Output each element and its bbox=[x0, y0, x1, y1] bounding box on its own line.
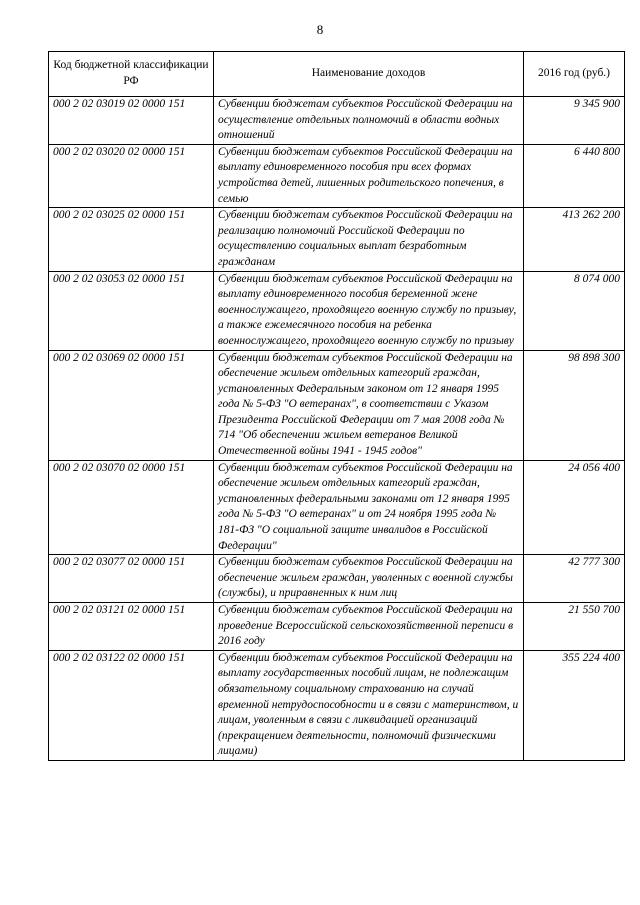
table-row bbox=[49, 650, 625, 760]
revenue-name: Субвенции бюджетам субъектов Российской Федерации на осуществление отдельных полномочий в области водных отношений bbox=[214, 97, 524, 145]
table-row bbox=[49, 555, 625, 603]
revenue-name: Субвенции бюджетам субъектов Российской Федерации на обеспечение жильем отдельных категорий граждан, установленных Федеральным законом от 12 января 1995 года № 5-ФЗ "О ветеранах", в соответствии с Указом Президента Российской Федерации от 7 мая 2008 года № 714 "Об обеспечении жильем ветеранов Великой Отечественной войны 1941 - 1945 годов" bbox=[214, 350, 524, 460]
amount: 355 224 400 bbox=[524, 650, 625, 760]
revenue-name: Субвенции бюджетам субъектов Российской Федерации на реализацию полномочий Российской Федерации по осуществлению социальных выплат безработным гражданам bbox=[214, 208, 524, 271]
header-amount: 2016 год (руб.) bbox=[524, 52, 625, 97]
revenue-name: Субвенции бюджетам субъектов Российской Федерации на обеспечение жильем граждан, уволенных с военной службы (службы), и приравненных к ним лиц bbox=[214, 555, 524, 603]
budget-code: 000 2 02 03020 02 0000 151 bbox=[49, 144, 214, 207]
table-row bbox=[49, 97, 625, 145]
revenue-name: Субвенции бюджетам субъектов Российской Федерации на обеспечение жильем отдельных категорий граждан, установленных федеральными законами от 12 января 1995 года № 5-ФЗ "О ветеранах" и от 24 ноября 1995 года № 181-ФЗ "О социальной защите инвалидов в Российской Федерации" bbox=[214, 460, 524, 555]
budget-code: 000 2 02 03070 02 0000 151 bbox=[49, 460, 214, 555]
budget-code: 000 2 02 03121 02 0000 151 bbox=[49, 603, 214, 651]
table-row bbox=[49, 208, 625, 271]
amount: 413 262 200 bbox=[524, 208, 625, 271]
budget-code: 000 2 02 03077 02 0000 151 bbox=[49, 555, 214, 603]
amount: 8 074 000 bbox=[524, 271, 625, 350]
table-row bbox=[49, 603, 625, 651]
table-row bbox=[49, 460, 625, 555]
budget-code: 000 2 02 03053 02 0000 151 bbox=[49, 271, 214, 350]
amount: 98 898 300 bbox=[524, 350, 625, 460]
revenue-table bbox=[48, 51, 625, 761]
header-code: Код бюджетной классификации РФ bbox=[49, 52, 214, 97]
table-row bbox=[49, 350, 625, 460]
table-header-row bbox=[49, 52, 625, 97]
page-number: 8 bbox=[316, 22, 324, 37]
amount: 42 777 300 bbox=[524, 555, 625, 603]
header-name: Наименование доходов bbox=[214, 52, 524, 97]
table-row bbox=[49, 144, 625, 207]
amount: 21 550 700 bbox=[524, 603, 625, 651]
amount: 6 440 800 bbox=[524, 144, 625, 207]
budget-code: 000 2 02 03122 02 0000 151 bbox=[49, 650, 214, 760]
amount: 9 345 900 bbox=[524, 97, 625, 145]
table-row bbox=[49, 271, 625, 350]
revenue-name: Субвенции бюджетам субъектов Российской Федерации на выплату единовременного пособия при всех формах устройства детей, лишенных родительского попечения, в семью bbox=[214, 144, 524, 207]
budget-code: 000 2 02 03025 02 0000 151 bbox=[49, 208, 214, 271]
amount: 24 056 400 bbox=[524, 460, 625, 555]
budget-code: 000 2 02 03019 02 0000 151 bbox=[49, 97, 214, 145]
revenue-name: Субвенции бюджетам субъектов Российской Федерации на выплату единовременного пособия беременной жене военнослужащего, проходящего военную службу по призыву, а также ежемесячного пособия на ребенка военнослужащего, проходящего военную службу по призыву bbox=[214, 271, 524, 350]
budget-code: 000 2 02 03069 02 0000 151 bbox=[49, 350, 214, 460]
revenue-name: Субвенции бюджетам субъектов Российской Федерации на проведение Всероссийской сельскохозяйственной переписи в 2016 году bbox=[214, 603, 524, 651]
revenue-name: Субвенции бюджетам субъектов Российской Федерации на выплату государственных пособий лицам, не подлежащим обязательному социальному страхованию на случай временной нетрудоспособности и в связи с материнством, и лицам, уволенным в связи с ликвидацией организаций (прекращением деятельности, полномочий физическими лицами) bbox=[214, 650, 524, 760]
